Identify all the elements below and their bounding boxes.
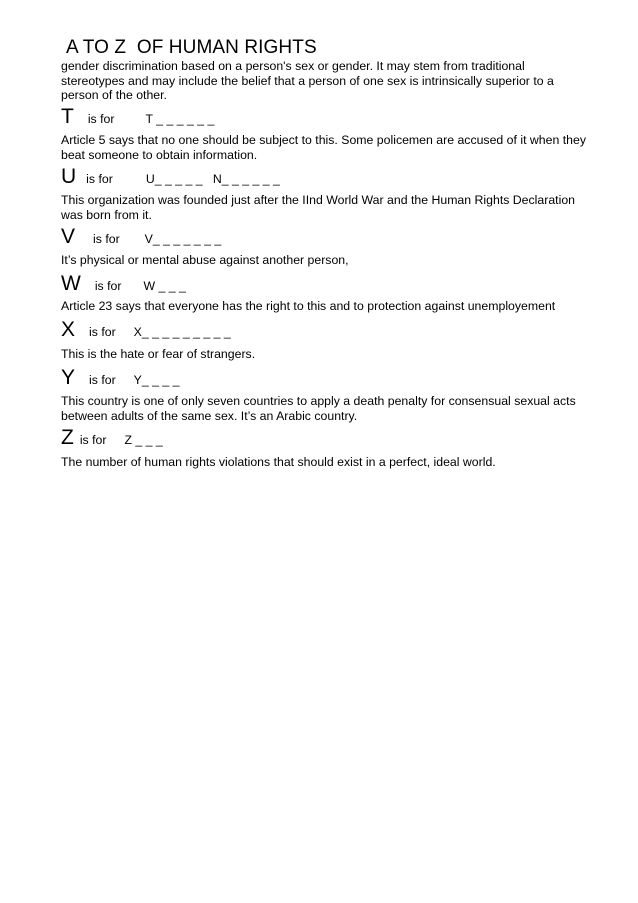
entry-x-clue: This is the hate or fear of strangers. [61,347,256,361]
entry-is-for: is for [89,373,116,387]
entry-letter: T [61,105,74,128]
entry-y-heading [61,366,179,390]
entry-v-heading [61,225,221,249]
entry-u-heading [61,165,280,189]
entry-x-heading [61,318,231,342]
entry-z-clue: The number of human rights violations that should exist in a perfect, ideal world. [61,455,496,469]
entry-answer-blank: V_ _ _ _ _ _ _ [144,232,222,246]
entry-letter: Z [61,426,74,449]
entry-is-for: is for [79,433,107,447]
entry-z-heading [61,426,163,450]
entry-u-clue: This organization was founded just after the IInd World War and the Human Rights Declaration was born from it. [61,193,576,222]
page-title: A TO Z OF HUMAN RIGHTS [66,37,317,58]
entry-t-clue: Article 5 says that no one should be subject to this. Some policemen are accused of it when they beat someone to obtain information. [61,133,586,162]
entry-answer-blank: W _ _ _ [143,279,186,293]
entry-is-for: is for [87,112,115,126]
entry-is-for: is for [94,279,122,293]
entry-letter: V [61,225,76,248]
intro-paragraph: gender discrimination based on a person's sex or gender. It may stem from traditional stereotypes and may include the belief that a person of one sex is intrinsically superior to a person of the other. [61,59,554,103]
entry-letter: U [61,165,77,188]
entry-w-heading [61,272,186,296]
entry-answer-blank: Y_ _ _ _ [133,373,180,387]
entry-answer-blank: X_ _ _ _ _ _ _ _ _ [133,325,231,339]
entry-letter: X [61,318,76,341]
entry-letter: Y [61,366,76,389]
entry-letter: W [61,272,81,295]
entry-answer-blank: Z _ _ _ [124,433,163,447]
entry-answer-blank: U_ _ _ _ _ N_ _ _ _ _ _ [145,172,280,186]
entry-is-for: is for [93,232,120,246]
entry-y-clue: This country is one of only seven countries to apply a death penalty for consensual sexual acts between adults of the same sex. It’s an Arabic country. [61,394,576,423]
entry-is-for: is for [86,172,113,186]
entry-answer-blank: T _ _ _ _ _ _ [145,112,215,126]
entry-w-clue: Article 23 says that everyone has the right to this and to protection against unemployement [61,299,556,313]
entry-v-clue: It’s physical or mental abuse against another person, [61,253,349,267]
entry-is-for: is for [89,325,116,339]
entry-t-heading [61,105,214,129]
